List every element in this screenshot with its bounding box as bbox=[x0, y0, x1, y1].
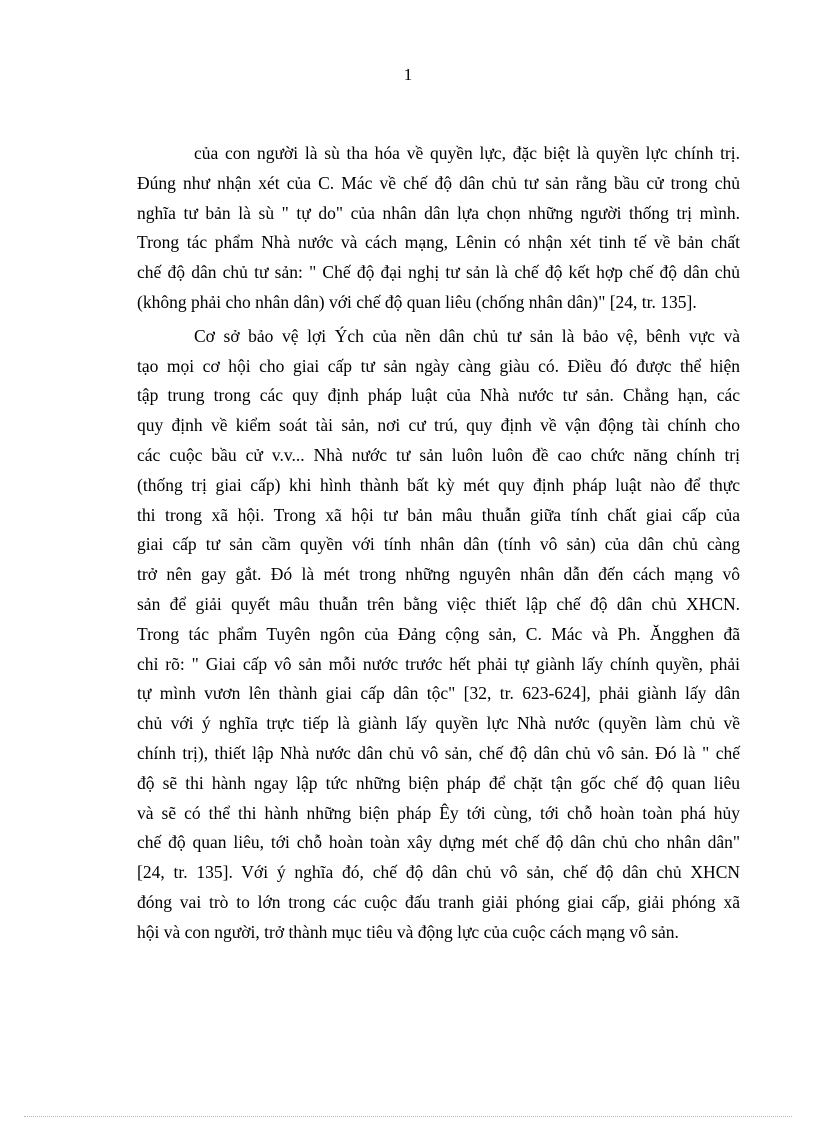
text-line: của con người là sù tha hóa về quyền lực, đặc biệt là quyền lực chính trị. bbox=[194, 143, 740, 163]
text-line: Trong tác phẩm Nhà nước và cách mạng, Lênin có nhận xét tinh tế về bản chất bbox=[137, 232, 740, 253]
paragraph-1 bbox=[137, 139, 740, 318]
text-line: quy định về kiểm soát tài sản, nơi cư trú, quy định về vận động tài chính cho bbox=[137, 415, 740, 436]
text-line: độ sẽ thi hành ngay lập tức những biện pháp để chặt tận gốc chế độ quan liêu bbox=[137, 772, 740, 793]
text-line: Trong tác phẩm Tuyên ngôn của Đảng cộng sản, C. Mác và Ph. Ăngghen đã bbox=[137, 623, 740, 644]
text-line: chỉ rõ: " Giai cấp vô sản mỗi nước trước hết phải tự giành lấy chính quyền, phải bbox=[137, 653, 740, 674]
text-line: tự mình vươn lên thành giai cấp dân tộc" [32, tr. 623-624], phải giành lấy dân bbox=[137, 683, 740, 704]
text-line: hội và con người, trở thành mục tiêu và động lực của cuộc cách mạng vô sản. bbox=[137, 921, 679, 942]
text-line: [24, tr. 135]. Với ý nghĩa đó, chế độ dân chủ vô sản, chế độ dân chủ XHCN bbox=[137, 862, 740, 883]
text-line: giai cấp tư sản cầm quyền với tính nhân dân (tính vô sản) của dân chủ càng bbox=[137, 534, 740, 555]
page-number: 1 bbox=[403, 65, 413, 84]
page-bottom-divider bbox=[24, 1116, 792, 1117]
text-line: chủ với ý nghĩa trực tiếp là giành lấy quyền lực Nhà nước (quyền làm chủ về bbox=[137, 713, 740, 734]
text-line: chính trị), thiết lập Nhà nước dân chủ vô sản, chế độ dân chủ vô sản. Đó là " chế bbox=[137, 742, 740, 763]
text-line: thi trong xã hội. Trong xã hội tư bản mâu thuẫn giữa tính chất giai cấp của bbox=[137, 504, 740, 525]
text-line: và sẽ có thể thi hành những biện pháp Êy tới cùng, tới chỗ hoàn toàn phá hủy bbox=[137, 802, 740, 823]
text-line: chế độ quan liêu, tới chỗ hoàn toàn xây dựng mét chế độ dân chủ cho nhân dân" bbox=[137, 832, 740, 853]
paragraph-2 bbox=[137, 322, 740, 948]
document-body bbox=[137, 139, 740, 948]
text-line: các cuộc bầu cử v.v... Nhà nước tư sản luôn luôn đề cao chức năng chính trị bbox=[137, 444, 740, 465]
text-line: chế độ dân chủ tư sản: " Chế độ đại nghị tư sản là chế độ kết hợp chế độ dân chủ bbox=[137, 262, 740, 283]
text-line: tạo mọi cơ hội cho giai cấp tư sản ngày càng giàu có. Điều đó được thể hiện bbox=[137, 355, 740, 376]
text-line: (không phải cho nhân dân) với chế độ quan liêu (chống nhân dân)" [24, tr. 135]. bbox=[137, 291, 697, 312]
text-line: Đúng như nhận xét của C. Mác về chế độ dân chủ tư sản rằng bầu cử trong chủ bbox=[137, 172, 740, 193]
text-line: tập trung trong các quy định pháp luật của Nhà nước tư sản. Chẳng hạn, các bbox=[137, 385, 740, 406]
text-line: đóng vai trò to lớn trong các cuộc đấu tranh giải phóng giai cấp, giải phóng xã bbox=[137, 891, 740, 912]
text-line: nghĩa tư bản là sù " tự do" của nhân dân lựa chọn những người thống trị mình. bbox=[137, 202, 740, 223]
text-line: trở nên gay gắt. Đó là mét trong những nguyên nhân dẫn đến cách mạng vô bbox=[137, 564, 740, 585]
text-line: Cơ sở bảo vệ lợi Ých của nền dân chủ tư sản là bảo vệ, bênh vực và bbox=[194, 325, 740, 346]
text-line: sản để giải quyết mâu thuẫn trên bằng việc thiết lập chế độ dân chủ XHCN. bbox=[137, 593, 740, 614]
text-line: (thống trị giai cấp) khi hình thành bất kỳ mét quy định pháp luật nào để thực bbox=[137, 474, 740, 495]
